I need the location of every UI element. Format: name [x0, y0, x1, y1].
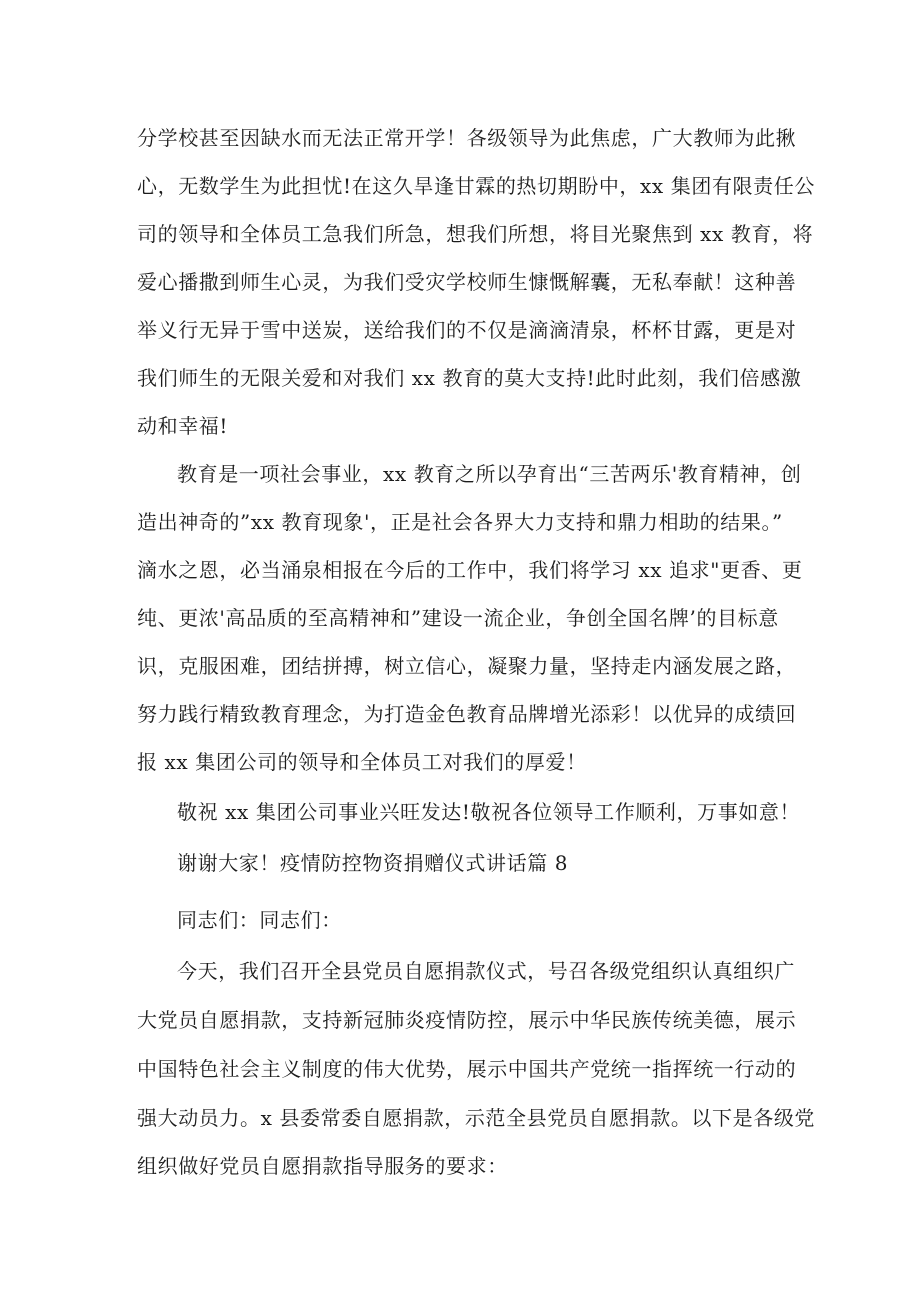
- paragraph-2-line-2: 造出神奇的”xx 教育现象'，正是社会各界大力支持和鼎力相助的结果。”: [137, 510, 783, 534]
- paragraph-1-line-4: 爱心播撒到师生心灵，为我们受灾学校师生慷慨解囊，无私奉献！这种善: [137, 270, 797, 294]
- paragraph-2-line-1: 教育是一项社会事业，xx 教育之所以孕育出“三苦两乐'教育精神，创: [177, 462, 802, 486]
- paragraph-1-line-2: 心，无数学生为此担忧!在这久旱逢甘霖的热切期盼中，xx 集团有限责任公: [137, 174, 815, 198]
- paragraph-2-line-3: 滴水之恩，必当涌泉相报在今后的工作中，我们将学习 xx 追求"更香、更: [137, 558, 803, 582]
- paragraph-1-line-3: 司的领导和全体员工急我们所急，想我们所想，将目光聚焦到 xx 教育，将: [137, 222, 814, 246]
- paragraph-6-line-1: 今天，我们召开全县党员自愿捐款仪式，号召各级党组织认真组织广: [177, 959, 795, 983]
- paragraph-2-line-6: 努力践行精致教育理念，为打造金色教育品牌增光添彩！以优异的成绩回: [137, 702, 797, 726]
- paragraph-2-line-4: 纯、更浓'高品质的至高精神和”建设一流企业，争创全国名牌’的目标意: [137, 606, 779, 630]
- paragraph-1-line-5: 举义行无异于雪中送炭，送给我们的不仅是滴滴清泉，杯杯甘露，更是对: [137, 318, 797, 342]
- paragraph-6-line-2: 大党员自愿捐款，支持新冠肺炎疫情防控，展示中华民族传统美德，展示: [137, 1008, 797, 1032]
- paragraph-1-line-7: 动和幸福!: [137, 414, 229, 438]
- paragraph-1-line-1: 分学校甚至因缺水而无法正常开学！各级领导为此焦虑，广大教师为此揪: [137, 126, 797, 150]
- paragraph-3: 敬祝 xx 集团公司事业兴旺发达!敬祝各位领导工作顺利，万事如意！: [177, 800, 801, 824]
- paragraph-5: 同志们：同志们：: [177, 908, 342, 932]
- paragraph-4: 谢谢大家！疫情防控物资捐赠仪式讲话篇 8: [177, 851, 569, 875]
- paragraph-1-line-6: 我们师生的无限关爱和对我们 xx 教育的莫大支持!此时此刻，我们倍感激: [137, 366, 802, 390]
- paragraph-2-line-5: 识，克服困难，团结拼搏，树立信心，凝聚力量，坚持走内涵发展之路，: [137, 654, 797, 678]
- paragraph-6-line-5: 组织做好党员自愿捐款指导服务的要求：: [137, 1154, 508, 1178]
- paragraph-6-line-4: 强大动员力。x 县委常委自愿捐款，示范全县党员自愿捐款。以下是各级党: [137, 1106, 816, 1130]
- paragraph-6-line-3: 中国特色社会主义制度的伟大优势，展示中国共产党统一指挥统一行动的: [137, 1057, 797, 1081]
- paragraph-2-line-7: 报 xx 集团公司的领导和全体员工对我们的厚爱！: [137, 750, 587, 774]
